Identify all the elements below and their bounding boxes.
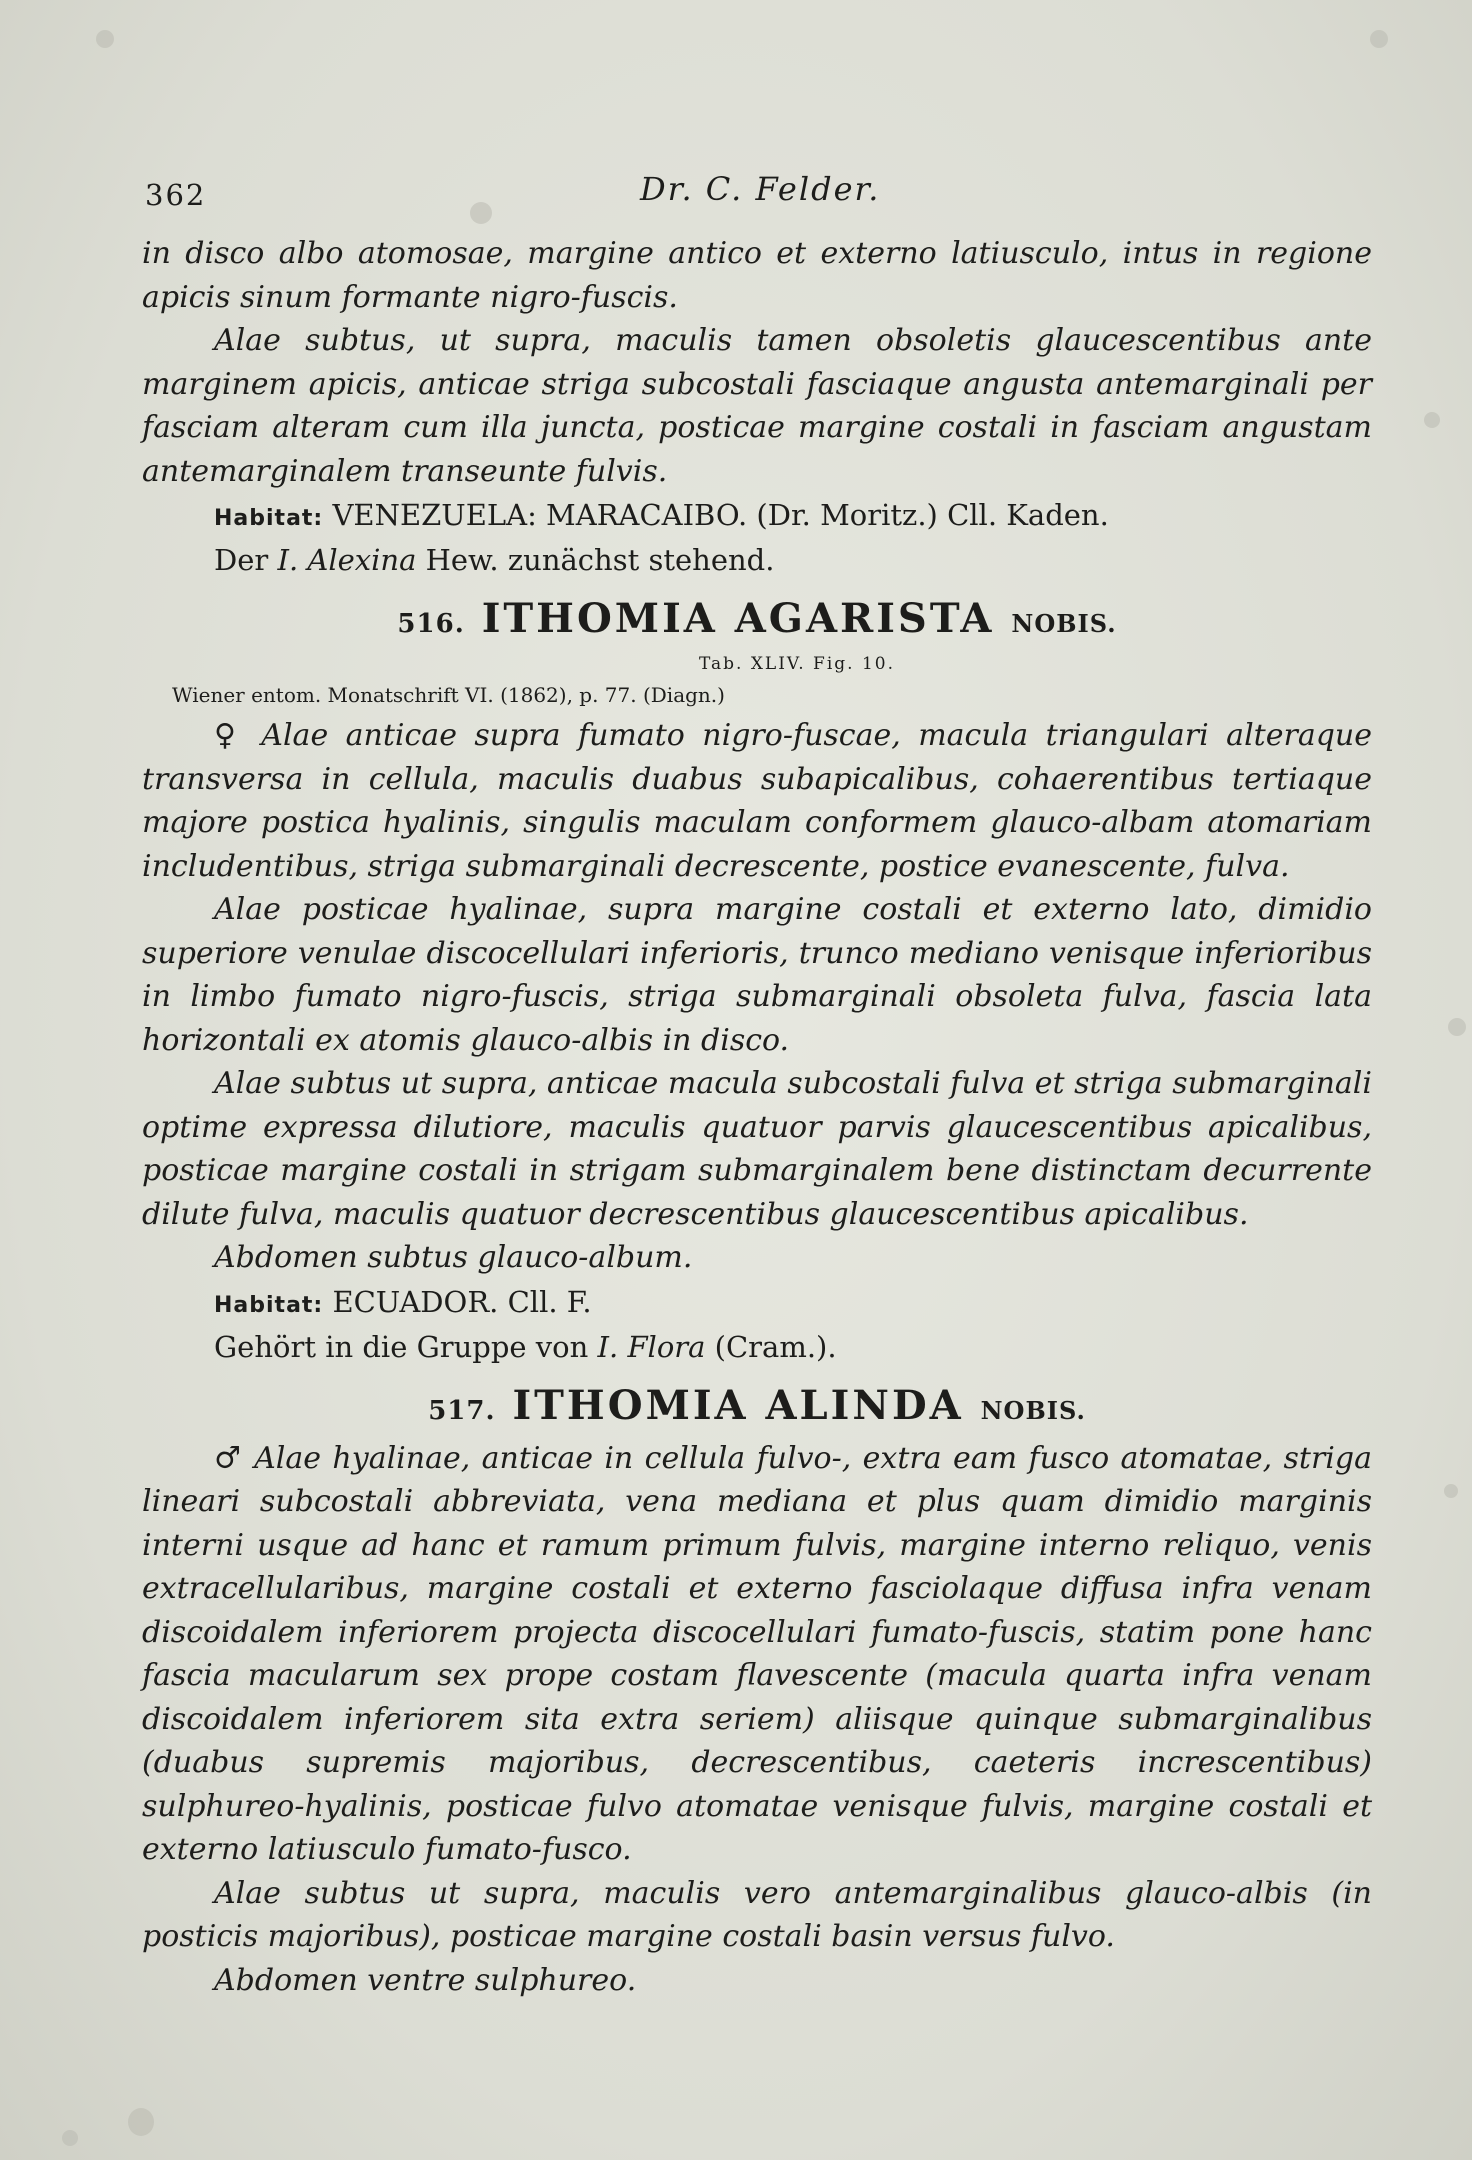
- page-body: [142, 232, 1372, 2002]
- wing-description: [142, 1437, 1372, 1872]
- paper-stain: [96, 30, 114, 48]
- species-reference: I. Flora: [597, 1329, 706, 1364]
- habitat-line: [142, 495, 1372, 539]
- species-author: NOBIS.: [1011, 609, 1117, 638]
- species-name: ITHOMIA AGARISTA: [481, 595, 995, 642]
- underside-description: Alae subtus ut supra, maculis vero antemarginalibus glauco-albis (in posticis majoribus), posticae margine costali basin versus fulvo.: [142, 1875, 1372, 1954]
- underside-description: Alae subtus, ut supra, maculis tamen obsoletis glaucescentibus ante marginem apicis, anticae striga subcostali fasciaque angusta antemarginali per fasciam alteram cum illa juncta, posticae margine costali in fasciam angustam antemarginalem transeunte fulvis.: [142, 323, 1372, 489]
- description-text: Alae anticae supra fumato nigro-fuscae, macula triangulari alteraque transversa in cellula, maculis duabus subapicalibus, cohaerentibus tertiaque majore postica hyalinis, singulis maculam conformem glauco-albam atomariam includentibus, striga submarginali decrescente, postice evanescente, fulva.: [142, 718, 1372, 884]
- species-reference: I. Alexina: [277, 543, 417, 577]
- habitat-label: Habitat:: [214, 1292, 324, 1318]
- male-symbol-icon: ♂: [214, 1440, 243, 1476]
- paper-stain: [1424, 412, 1440, 428]
- continuation-paragraph: in disco albo atomosae, margine antico et externo latiusculo, intus in regione apicis sinum formante nigro-fuscis.: [142, 236, 1372, 315]
- running-head: Dr. C. Felder.: [640, 170, 881, 208]
- paper-stain: [128, 2108, 154, 2136]
- female-symbol-icon: ♀: [214, 718, 244, 753]
- species-author: NOBIS.: [980, 1395, 1086, 1425]
- hindwing-description: Alae posticae hyalinae, supra margine costali et externo lato, dimidio superiore venulae discocellulari inferioris, trunco mediano venisque inferioribus in limbo fumato nigro-fuscis, striga submarginali obsoleta fulva, fascia lata horizontali ex atomis glauco-albis in disco.: [142, 892, 1372, 1058]
- affinity-note: [142, 1326, 1372, 1368]
- note-text: Gehört in die Gruppe von: [214, 1329, 589, 1364]
- species-heading-517: [142, 1380, 1372, 1437]
- page-header: [145, 170, 1352, 218]
- species-number: 516.: [397, 609, 465, 639]
- underside-description: Alae subtus ut supra, anticae macula subcostali fulva et striga submarginali optime expressa dilutiore, maculis quatuor parvis glaucescentibus apicalibus, posticae margine costali in strigam submarginalem bene distinctam decurrente dilute fulva, maculis quatuor decrescentibus glaucescentibus apicalibus.: [142, 1066, 1372, 1232]
- paper-stain: [1370, 30, 1388, 48]
- species-heading-516: [142, 593, 1372, 650]
- literature-reference: Wiener entom. Monatschrift VI. (1862), p. 77. (Diagn.): [172, 683, 725, 707]
- note-text: Der: [214, 543, 269, 577]
- affinity-note: [142, 539, 1372, 581]
- plate-reference: Tab. XLIV. Fig. 10.: [698, 654, 896, 674]
- habitat-text: VENEZUELA: MARACAIBO. (Dr. Moritz.) Cll. Kaden.: [332, 498, 1109, 532]
- description-text: Alae hyalinae, anticae in cellula fulvo-, extra eam fusco atomatae, striga lineari subcostali abbreviata, vena mediana et plus quam dimidio marginis interni usque ad hanc et ramum primum fulvis, margine interno reliquo, venis extracellularibus, margine costali et externo fasciolaque diffusa infra venam discoidalem inferiorem projecta discocellulari fumato-fuscis, statim pone hanc fascia macularum sex prope costam flavescente (macula quarta infra venam discoidalem inferiorem sita extra seriem) aliisque quinque submarginalibus (duabus supremis majoribus, decrescentibus, caeteris increscentibus) sulphureo-hyalinis, posticae fulvo atomatae venisque fulvis, margine costali et externo latiusculo fumato-fusco.: [142, 1440, 1372, 1867]
- paper-stain: [1448, 1018, 1466, 1036]
- habitat-line: [142, 1282, 1372, 1326]
- note-text: Hew. zunächst stehend.: [425, 543, 775, 577]
- habitat-label: Habitat:: [214, 506, 324, 531]
- habitat-text: ECUADOR. Cll. F.: [332, 1284, 592, 1319]
- abdomen-description: Abdomen subtus glauco-album.: [214, 1240, 693, 1275]
- abdomen-description: Abdomen ventre sulphureo.: [214, 1962, 637, 1998]
- page-number: 362: [145, 178, 207, 212]
- note-text: (Cram.).: [714, 1329, 837, 1364]
- forewing-description: [142, 714, 1372, 888]
- paper-stain: [1444, 1484, 1458, 1498]
- species-name: ITHOMIA ALINDA: [512, 1381, 964, 1429]
- paper-stain: [62, 2130, 78, 2146]
- species-number: 517.: [428, 1395, 496, 1426]
